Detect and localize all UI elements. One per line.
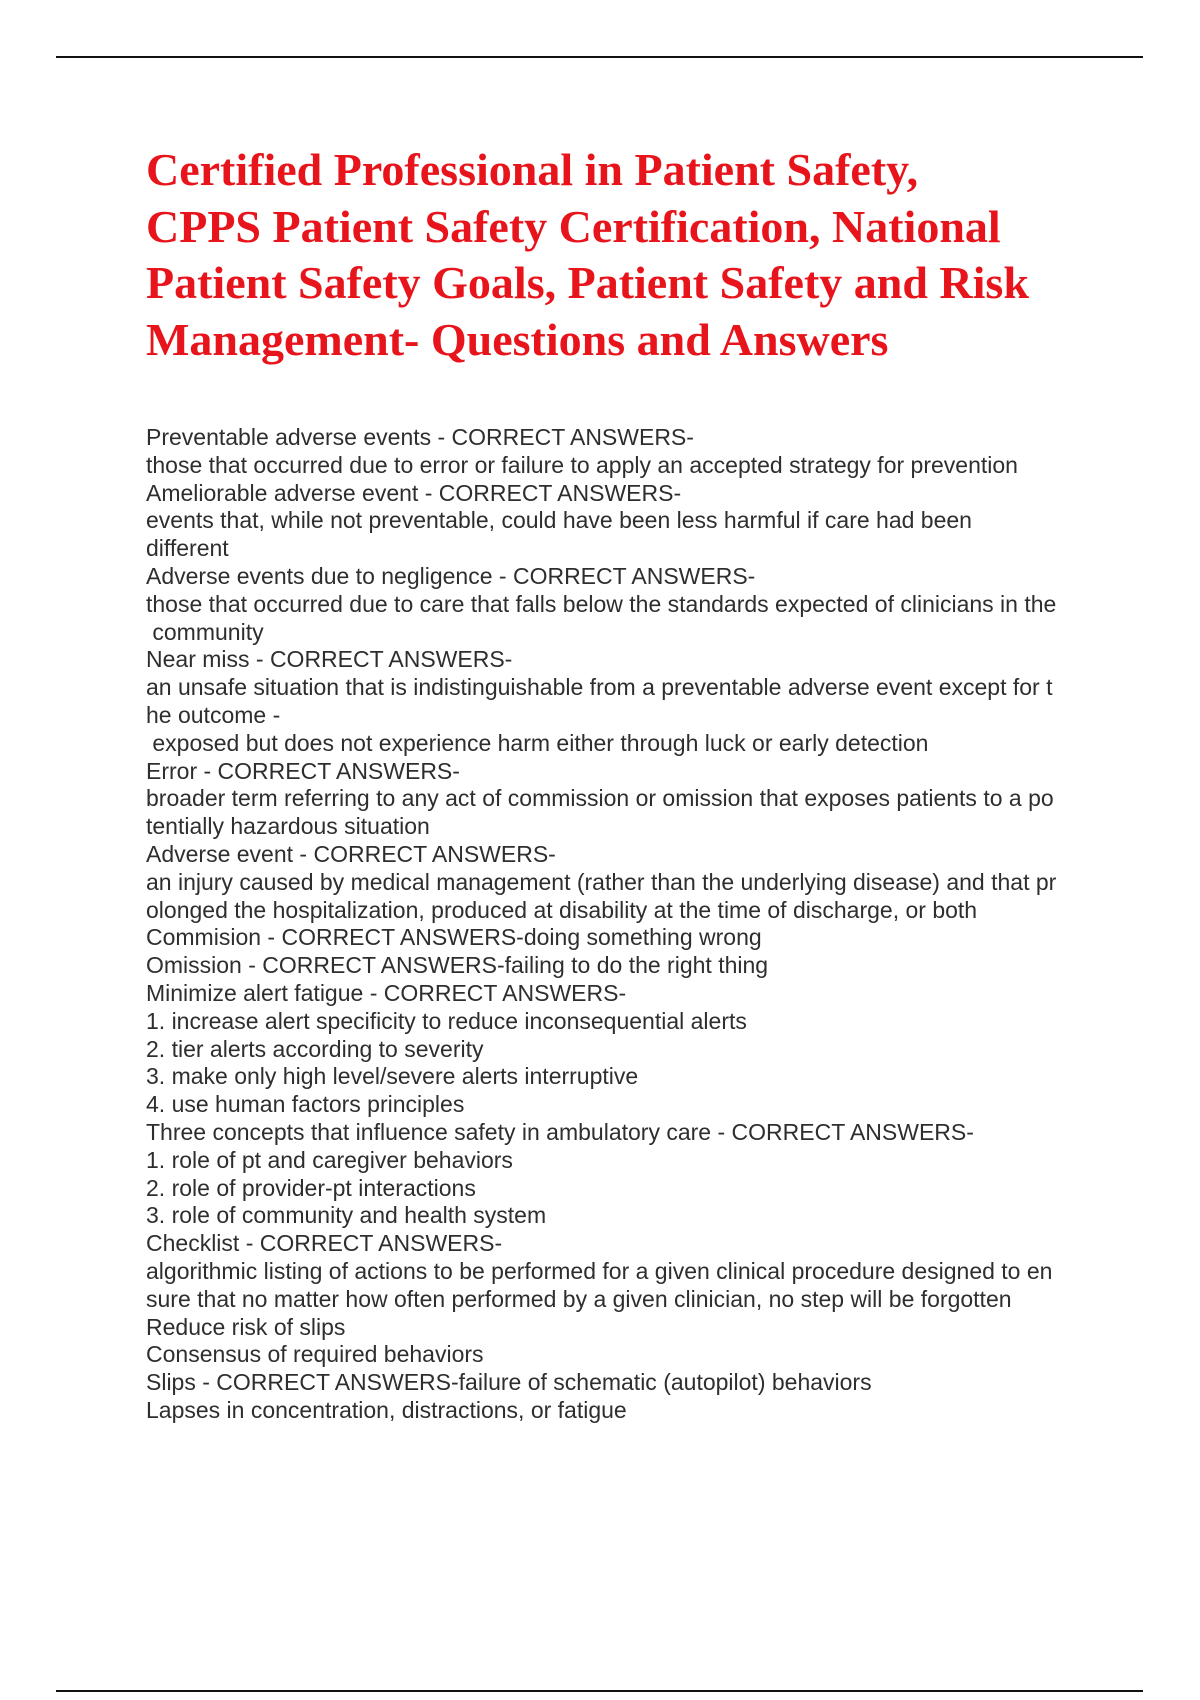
document-body — [146, 424, 1126, 1425]
body-line: an unsafe situation that is indistinguishable from a preventable adverse event except for t — [146, 674, 1053, 701]
body-line: different — [146, 535, 229, 562]
title-line: Management- Questions and Answers — [146, 313, 889, 365]
body-line: Ameliorable adverse event - CORRECT ANSWERS- — [146, 479, 682, 506]
body-line: 4. use human factors principles — [146, 1091, 465, 1118]
body-line: Commision - CORRECT ANSWERS-doing something wrong — [146, 924, 762, 951]
body-line: those that occurred due to care that falls below the standards expected of clinicians in the — [146, 590, 1057, 617]
body-line: 2. role of provider-pt interactions — [146, 1174, 476, 1201]
body-line: Lapses in concentration, distractions, or fatigue — [146, 1396, 627, 1423]
header-rule — [56, 56, 1143, 58]
body-line: those that occurred due to error or failure to apply an accepted strategy for prevention — [146, 451, 1018, 478]
body-line: tentially hazardous situation — [146, 813, 430, 840]
title-line: Certified Professional in Patient Safety, — [146, 144, 919, 195]
body-line: broader term referring to any act of commission or omission that exposes patients to a po — [146, 785, 1054, 812]
body-line: 1. increase alert specificity to reduce inconsequential alerts — [146, 1007, 747, 1034]
body-line: Slips - CORRECT ANSWERS-failure of schematic (autopilot) behaviors — [146, 1369, 872, 1396]
body-line: 3. make only high level/severe alerts interruptive — [146, 1063, 639, 1090]
title-line: Patient Safety Goals, Patient Safety and Risk — [146, 257, 1029, 308]
body-line: algorithmic listing of actions to be performed for a given clinical procedure designed to en — [146, 1257, 1053, 1284]
body-line: Near miss - CORRECT ANSWERS- — [146, 646, 513, 673]
body-line: 2. tier alerts according to severity — [146, 1035, 484, 1062]
body-line: Adverse events due to negligence - CORRECT ANSWERS- — [146, 562, 756, 589]
body-line: Three concepts that influence safety in ambulatory care - CORRECT ANSWERS- — [146, 1118, 974, 1145]
body-line: Adverse event - CORRECT ANSWERS- — [146, 840, 556, 867]
body-line: Preventable adverse events - CORRECT ANSWERS- — [146, 424, 694, 450]
body-line: sure that no matter how often performed by a given clinician, no step will be forgotten — [146, 1285, 1012, 1312]
body-line: Consensus of required behaviors — [146, 1341, 484, 1368]
title-line: CPPS Patient Safety Certification, National — [146, 200, 1001, 252]
body-line: community — [146, 618, 264, 645]
body-line: Error - CORRECT ANSWERS- — [146, 757, 460, 784]
body-line: Reduce risk of slips — [146, 1313, 346, 1340]
body-line: olonged the hospitalization, produced at disability at the time of discharge, or both — [146, 896, 978, 923]
body-line: Omission - CORRECT ANSWERS-failing to do the right thing — [146, 952, 769, 979]
body-line: events that, while not preventable, could have been less harmful if care had been — [146, 507, 972, 534]
body-line: an injury caused by medical management (rather than the underlying disease) and that pr — [146, 868, 1057, 895]
footer-rule — [56, 1690, 1143, 1692]
body-line: Minimize alert fatigue - CORRECT ANSWERS- — [146, 979, 627, 1006]
body-line: 3. role of community and health system — [146, 1202, 547, 1229]
body-line: 1. role of pt and caregiver behaviors — [146, 1146, 513, 1173]
body-line: Checklist - CORRECT ANSWERS- — [146, 1230, 503, 1257]
document-title — [146, 142, 1106, 368]
body-line: he outcome - — [146, 701, 281, 728]
body-line: exposed but does not experience harm either through luck or early detection — [146, 729, 929, 756]
